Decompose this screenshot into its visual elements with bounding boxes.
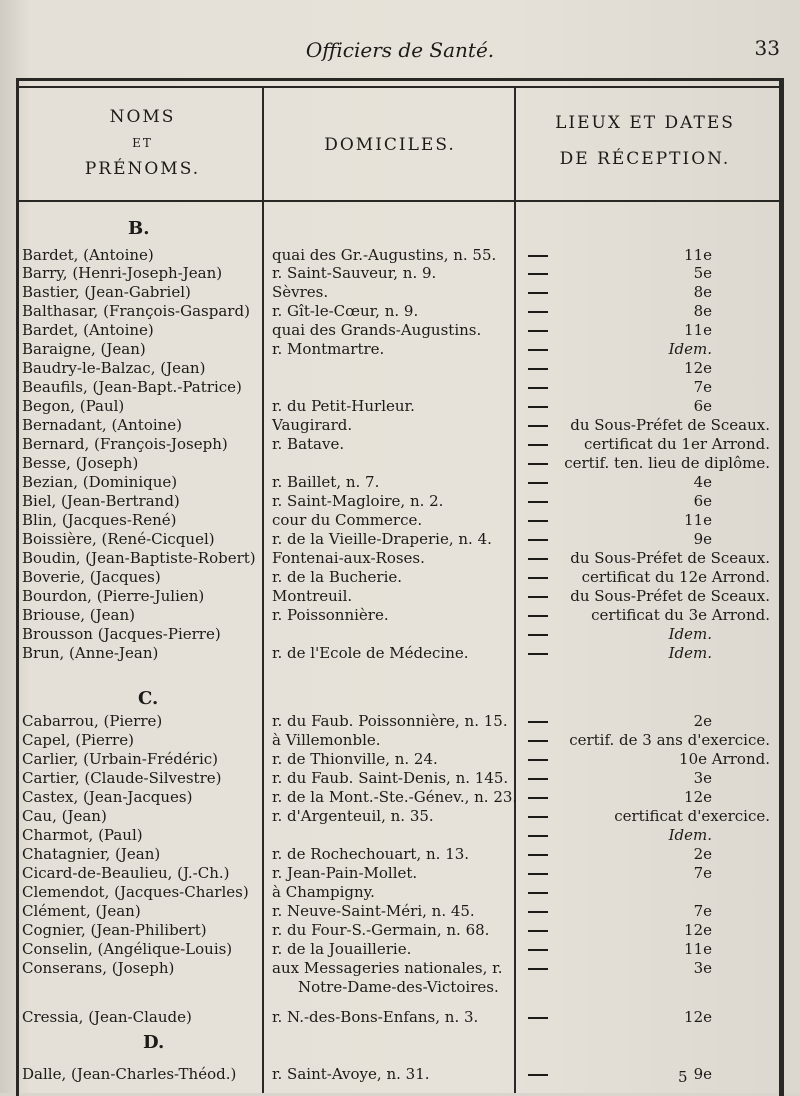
- header-lieux-line1: LIEUX ET DATES: [555, 113, 735, 133]
- entry-dash: [528, 368, 548, 370]
- entry-lieu: du Sous-Préfet de Sceaux.: [570, 587, 770, 605]
- entry-dash: [528, 634, 548, 636]
- entry-dash: [528, 740, 548, 742]
- entry-lieu: certif. de 3 ans d'exercice.: [569, 731, 770, 749]
- table-row: [0, 302, 800, 321]
- entry-dash: [528, 968, 548, 970]
- header-bottom-rule: [16, 200, 784, 202]
- entry-dash: [528, 721, 548, 723]
- entry-lieu: 12e: [684, 359, 712, 377]
- entry-domicile: quai des Gr.-Augustins, n. 55.: [272, 246, 497, 264]
- entry-name: Bastier, (Jean-Gabriel): [22, 283, 191, 301]
- entry-name: Biel, (Jean-Bertrand): [22, 492, 180, 510]
- entry-dash: [528, 835, 548, 837]
- entry-dash: [528, 949, 548, 951]
- entry-domicile: r. Saint-Magloire, n. 2.: [272, 492, 444, 510]
- entry-name: Balthasar, (François-Gaspard): [22, 302, 250, 320]
- table-row: [0, 511, 800, 530]
- entry-name: Cartier, (Claude-Silvestre): [22, 769, 222, 787]
- entry-name: Briouse, (Jean): [22, 606, 135, 624]
- entry-domicile: r. Saint-Avoye, n. 31.: [272, 1065, 430, 1083]
- table-row: [0, 750, 800, 769]
- entry-lieu: 2e: [693, 845, 712, 863]
- entry-lieu: Idem.: [668, 826, 712, 844]
- entry-name: Brousson (Jacques-Pierre): [22, 625, 221, 643]
- table-row: [0, 549, 800, 568]
- entry-lieu: 9e: [693, 530, 712, 548]
- entry-domicile: Sèvres.: [272, 283, 329, 301]
- entry-domicile: r. Gît-le-Cœur, n. 9.: [272, 302, 419, 320]
- table-row: [0, 826, 800, 845]
- entry-domicile: r. de la Bucherie.: [272, 568, 403, 586]
- entry-lieu: 11e: [684, 321, 712, 339]
- entry-dash: [528, 406, 548, 408]
- entry-dash: [528, 463, 548, 465]
- header-top-rule: [16, 86, 784, 88]
- entry-lieu: 6e: [693, 397, 712, 415]
- header-noms-line2: ET: [132, 136, 153, 150]
- entry-name: Castex, (Jean-Jacques): [22, 788, 193, 806]
- entry-name: Bourdon, (Pierre-Julien): [22, 587, 205, 605]
- entry-name: Bernard, (François-Joseph): [22, 435, 228, 453]
- entry-name: Cicard-de-Beaulieu, (J.-Ch.): [22, 864, 230, 882]
- entry-name: Boissière, (René-Cicquel): [22, 530, 215, 548]
- entry-name: Bezian, (Dominique): [22, 473, 178, 491]
- table-row: [0, 788, 800, 807]
- entry-domicile: r. Batave.: [272, 435, 345, 453]
- entry-lieu: Idem.: [668, 644, 712, 662]
- entry-lieu: 7e: [693, 864, 712, 882]
- table-row: [0, 959, 800, 978]
- entry-domicile: r. Jean-Pain-Mollet.: [272, 864, 418, 882]
- entry-dash: [528, 816, 548, 818]
- entry-name: Cabarrou, (Pierre): [22, 712, 163, 730]
- entry-domicile: r. Neuve-Saint-Méri, n. 45.: [272, 902, 475, 920]
- entry-domicile: r. de la Vieille-Draperie, n. 4.: [272, 530, 492, 548]
- entry-lieu: 9e: [693, 1065, 712, 1083]
- table-row: [0, 644, 800, 663]
- entry-dash: [528, 854, 548, 856]
- entry-dash: [528, 930, 548, 932]
- entry-lieu: du Sous-Préfet de Sceaux.: [570, 416, 770, 434]
- table-row: [0, 625, 800, 644]
- entry-dash: [528, 273, 548, 275]
- entry-lieu: 10e Arrond.: [679, 750, 770, 768]
- entry-name: Capel, (Pierre): [22, 731, 134, 749]
- table-row: [0, 492, 800, 511]
- entry-domicile: r. du Faub. Saint-Denis, n. 145.: [272, 769, 509, 787]
- entry-lieu: 7e: [693, 902, 712, 920]
- entry-lieu: 6e: [693, 492, 712, 510]
- entry-dash: [528, 759, 548, 761]
- table-row: [0, 978, 800, 997]
- entry-dash: [528, 577, 548, 579]
- entry-domicile: r. Montmartre.: [272, 340, 385, 358]
- entry-dash: [528, 330, 548, 332]
- entry-name: Conserans, (Joseph): [22, 959, 175, 977]
- table-row: [0, 940, 800, 959]
- entry-domicile: à Villemonble.: [272, 731, 381, 749]
- entry-domicile: r. de Rochechouart, n. 13.: [272, 845, 470, 863]
- entry-lieu: Idem.: [668, 625, 712, 643]
- entry-name: Barry, (Henri-Joseph-Jean): [22, 264, 223, 282]
- entry-domicile: r. de la Jouaillerie.: [272, 940, 412, 958]
- table-row: [0, 340, 800, 359]
- entry-domicile: r. du Faub. Poissonnière, n. 15.: [272, 712, 508, 730]
- entry-lieu: 5e: [693, 264, 712, 282]
- entry-domicile: r. du Petit-Hurleur.: [272, 397, 415, 415]
- entry-lieu: du Sous-Préfet de Sceaux.: [570, 549, 770, 567]
- table-row: [0, 435, 800, 454]
- table-row: [0, 921, 800, 940]
- entry-domicile: r. de l'Ecole de Médecine.: [272, 644, 469, 662]
- entry-dash: [528, 425, 548, 427]
- entry-dash: [528, 501, 548, 503]
- entry-name: Blin, (Jacques-René): [22, 511, 177, 529]
- entry-lieu: 7e: [693, 378, 712, 396]
- header-noms-line3: PRÉNOMS.: [84, 159, 201, 179]
- entry-name: Boverie, (Jacques): [22, 568, 161, 586]
- header-lieux-line2: DE RÉCEPTION.: [559, 149, 731, 169]
- entry-lieu: certif. ten. lieu de diplôme.: [564, 454, 770, 472]
- header-noms-line1: NOMS: [109, 107, 176, 127]
- table-row: [0, 1008, 800, 1027]
- table-row: [0, 359, 800, 378]
- entry-domicile: Montreuil.: [272, 587, 353, 605]
- section-letter-d: D.: [143, 1032, 165, 1053]
- entry-name: Clemendot, (Jacques-Charles): [22, 883, 249, 901]
- entry-lieu: 2e: [693, 712, 712, 730]
- entry-domicile: r. d'Argenteuil, n. 35.: [272, 807, 434, 825]
- entry-domicile: Notre-Dame-des-Victoires.: [298, 978, 499, 996]
- entry-lieu: certificat du 3e Arrond.: [591, 606, 770, 624]
- table-row: [0, 769, 800, 788]
- table-row: [0, 454, 800, 473]
- running-head: Officiers de Santé.: [305, 38, 495, 62]
- entry-name: Brun, (Anne-Jean): [22, 644, 159, 662]
- entry-domicile: Fontenai-aux-Roses.: [272, 549, 425, 567]
- entry-dash: [528, 387, 548, 389]
- entry-domicile: cour du Commerce.: [272, 511, 423, 529]
- entry-domicile: r. Baillet, n. 7.: [272, 473, 380, 491]
- entry-dash: [528, 311, 548, 313]
- entry-name: Baraigne, (Jean): [22, 340, 146, 358]
- entry-dash: [528, 911, 548, 913]
- entry-name: Charmot, (Paul): [22, 826, 143, 844]
- entry-dash: [528, 520, 548, 522]
- entry-dash: [528, 1074, 548, 1076]
- header-domiciles: DOMICILES.: [324, 135, 456, 155]
- entry-domicile: à Champigny.: [272, 883, 375, 901]
- table-row: [0, 807, 800, 826]
- entry-lieu: 11e: [684, 940, 712, 958]
- entry-lieu: 3e: [693, 769, 712, 787]
- table-row: [0, 416, 800, 435]
- entry-lieu: 12e: [684, 921, 712, 939]
- entry-dash: [528, 596, 548, 598]
- entry-dash: [528, 539, 548, 541]
- entry-dash: [528, 797, 548, 799]
- table-row: [0, 397, 800, 416]
- table-row: [0, 712, 800, 731]
- entry-lieu: 12e: [684, 788, 712, 806]
- entry-lieu: certificat d'exercice.: [614, 807, 770, 825]
- entry-name: Chatagnier, (Jean): [22, 845, 161, 863]
- table-row: [0, 378, 800, 397]
- table-row: [0, 321, 800, 340]
- entry-name: Beaufils, (Jean-Bapt.-Patrice): [22, 378, 242, 396]
- entry-dash: [528, 653, 548, 655]
- entry-dash: [528, 615, 548, 617]
- entry-name: Dalle, (Jean-Charles-Théod.): [22, 1065, 237, 1083]
- entry-domicile: r. Saint-Sauveur, n. 9.: [272, 264, 437, 282]
- entry-domicile: Vaugirard.: [272, 416, 353, 434]
- entry-name: Carlier, (Urbain-Frédéric): [22, 750, 219, 768]
- entry-dash: [528, 1017, 548, 1019]
- entry-dash: [528, 255, 548, 257]
- entry-name: Bardet, (Antoine): [22, 246, 154, 264]
- entry-dash: [528, 892, 548, 894]
- entry-dash: [528, 482, 548, 484]
- entry-lieu: certificat du 1er Arrond.: [583, 435, 770, 453]
- table-row: [0, 606, 800, 625]
- entry-name: Begon, (Paul): [22, 397, 125, 415]
- entry-lieu: 8e: [693, 283, 712, 301]
- entry-name: Bardet, (Antoine): [22, 321, 154, 339]
- entry-lieu: 8e: [693, 302, 712, 320]
- entry-lieu: 11e: [684, 246, 712, 264]
- entry-lieu: 3e: [693, 959, 712, 977]
- entry-dash: [528, 292, 548, 294]
- entry-name: Cressia, (Jean-Claude): [22, 1008, 192, 1026]
- table-row: [0, 731, 800, 750]
- entry-lieu: 11e: [684, 511, 712, 529]
- table-row: [0, 530, 800, 549]
- entry-name: Boudin, (Jean-Baptiste-Robert): [22, 549, 256, 567]
- table-row: [0, 902, 800, 921]
- table-row: [0, 864, 800, 883]
- entry-lieu: 12e: [684, 1008, 712, 1026]
- table-row: [0, 845, 800, 864]
- entry-name: Clément, (Jean): [22, 902, 141, 920]
- header-noms: [30, 104, 255, 182]
- entry-name: Baudry-le-Balzac, (Jean): [22, 359, 206, 377]
- catchword: 5: [678, 1068, 688, 1086]
- entry-domicile: r. de Thionville, n. 24.: [272, 750, 438, 768]
- entry-name: Conselin, (Angélique-Louis): [22, 940, 233, 958]
- entry-domicile: quai des Grands-Augustins.: [272, 321, 482, 339]
- entry-dash: [528, 558, 548, 560]
- section-letter-b: B.: [128, 218, 150, 239]
- entry-name: Cau, (Jean): [22, 807, 107, 825]
- header-lieux: [520, 110, 770, 172]
- table-row: [0, 264, 800, 283]
- table-row: [0, 587, 800, 606]
- entry-name: Bernadant, (Antoine): [22, 416, 183, 434]
- entry-domicile: r. du Four-S.-Germain, n. 68.: [272, 921, 490, 939]
- table-row: [0, 568, 800, 587]
- entry-domicile: r. de la Mont.-Ste.-Génev., n. 23.: [272, 788, 518, 806]
- entry-lieu: Idem.: [668, 340, 712, 358]
- page-number: 33: [754, 36, 780, 60]
- entry-dash: [528, 778, 548, 780]
- entry-dash: [528, 873, 548, 875]
- section-letter-c: C.: [138, 688, 159, 709]
- entry-name: Cognier, (Jean-Philibert): [22, 921, 207, 939]
- table-row: [0, 283, 800, 302]
- table-row: [0, 473, 800, 492]
- entry-lieu: 4e: [693, 473, 712, 491]
- entry-domicile: r. N.-des-Bons-Enfans, n. 3.: [272, 1008, 479, 1026]
- entry-dash: [528, 444, 548, 446]
- table-row: [0, 883, 800, 902]
- entry-name: Besse, (Joseph): [22, 454, 139, 472]
- entry-dash: [528, 349, 548, 351]
- entry-lieu: certificat du 12e Arrond.: [581, 568, 770, 586]
- entry-domicile: aux Messageries nationales, r.: [272, 959, 503, 977]
- entry-domicile: r. Poissonnière.: [272, 606, 389, 624]
- table-row: [0, 246, 800, 265]
